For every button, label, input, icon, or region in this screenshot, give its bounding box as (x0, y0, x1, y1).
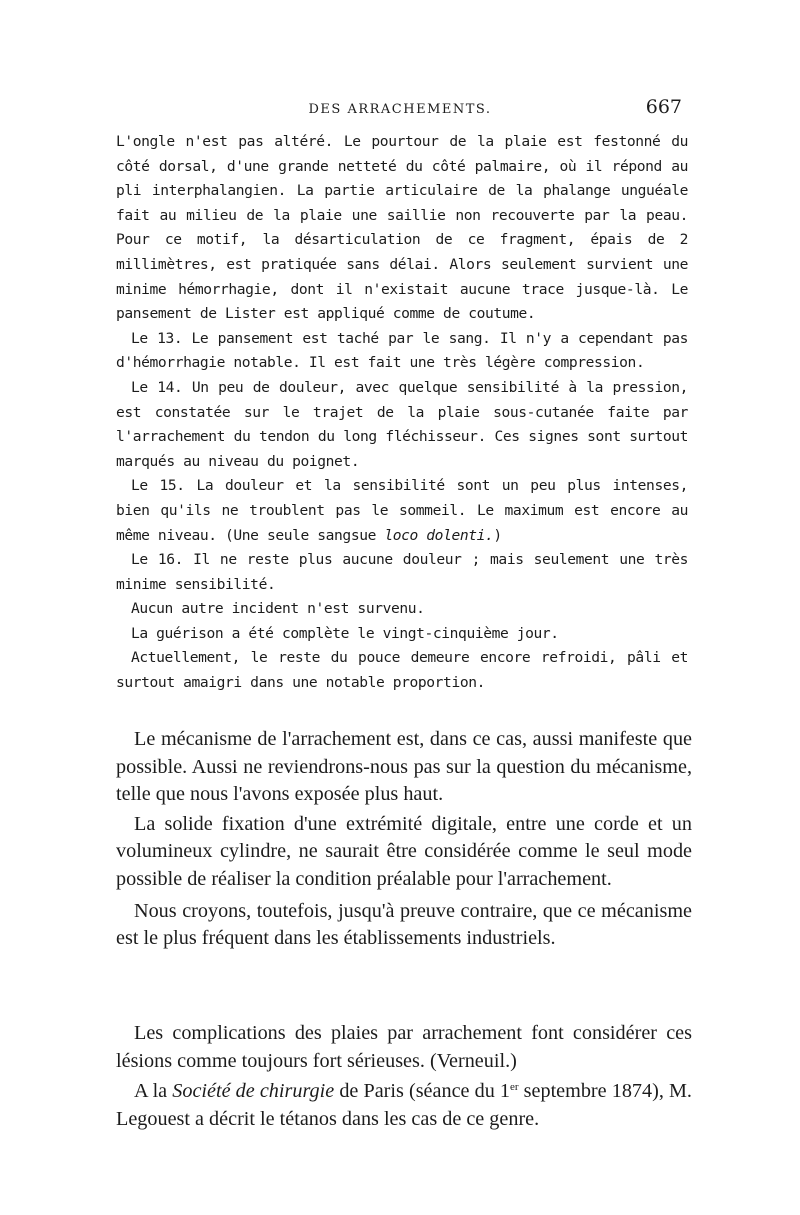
case-paragraph (116, 474, 688, 548)
case-paragraph: L'ongle n'est pas altéré. Le pourtour de la plaie est festonné du côté dorsal, d'une grande netteté du côté palmaire, où il répond au pli interphalangien. La partie articulaire de la phalange unguéale fait au milieu de la plaie une saillie non recouverte par la peau. Pour ce motif, la désarticulation de ce fragment, épais de 2 millimètres, est pratiquée sans délai. Alors seulement survient une minime hémorrhagie, dont il n'existait aucune trace jusque-là. Le pansement de Lister est appliqué comme de coutume. (116, 133, 688, 323)
case-paragraph: Le 14. Un peu de douleur, avec quelque sensibilité à la pression, est constatée sur le trajet de la plaie sous-cutanée faite par l'arrachement du tendon du long fléchisseur. Ces signes sont surtout marqués au niveau du poignet. (116, 378, 688, 470)
page-header (116, 96, 684, 122)
page-number: 667 (645, 96, 682, 118)
case-paragraph: Aucun autre incident n'est survenu. (131, 600, 425, 618)
body-text: septembre 1874), M. Legouest a décrit le tétanos dans les cas de ce genre. (116, 1080, 692, 1130)
body-text: A la (134, 1080, 173, 1103)
body-paragraph: Les complications des plaies par arrachement font considérer ces lésions comme toujours fort sérieuses. (Verneuil.) (116, 1022, 692, 1072)
running-title: DES ARRACHEMENTS. (308, 102, 492, 117)
case-paragraph: Actuellement, le reste du pouce demeure encore refroidi, pâli et surtout amaigri dans une notable proportion. (116, 649, 688, 692)
case-text: Le 15. La douleur et la sensibilité sont un peu plus intenses, bien qu'ils ne troublent pas le sommeil. Le maximum est encore au même niveau. (Une seule sangsue (116, 477, 688, 544)
ordinal-superscript: er (510, 1081, 519, 1094)
body-paragraph: Le mécanisme de l'arrachement est, dans ce cas, aussi manifeste que possible. Aussi ne reviendrons-nous pas sur la question du mécanisme, telle que nous l'avons exposée plus haut. (116, 728, 692, 806)
case-paragraph: Le 16. Il ne reste plus aucune douleur ; mais seulement une très minime sensibilité. (116, 551, 688, 593)
case-notes (116, 130, 688, 696)
case-paragraph: La guérison a été complète le vingt-cinquième jour. (131, 624, 559, 642)
latin-phrase: loco dolenti. (384, 526, 494, 544)
society-name: Société de chirurgie (172, 1080, 335, 1103)
case-paragraph: Le 13. Le pansement est taché par le sang. Il n'y a cependant pas d'hémorrhagie notable. Il est fait une très légère compression. (116, 329, 688, 372)
mechanism-section (116, 726, 692, 953)
case-text: ) (493, 526, 502, 544)
body-paragraph: La solide fixation d'une extrémité digitale, entre une corde et un volumineux cylindre, ne saurait être considérée comme le seul mode possible de réaliser la condition préalable pour l'arrachement. (116, 812, 692, 890)
body-paragraph (116, 1078, 692, 1133)
complications-section (116, 1020, 692, 1133)
body-paragraph: Nous croyons, toutefois, jusqu'à preuve contraire, que ce mécanisme est le plus fréquent dans les établissements industriels. (116, 899, 692, 950)
body-text: de Paris (séance du 1 (334, 1080, 510, 1103)
